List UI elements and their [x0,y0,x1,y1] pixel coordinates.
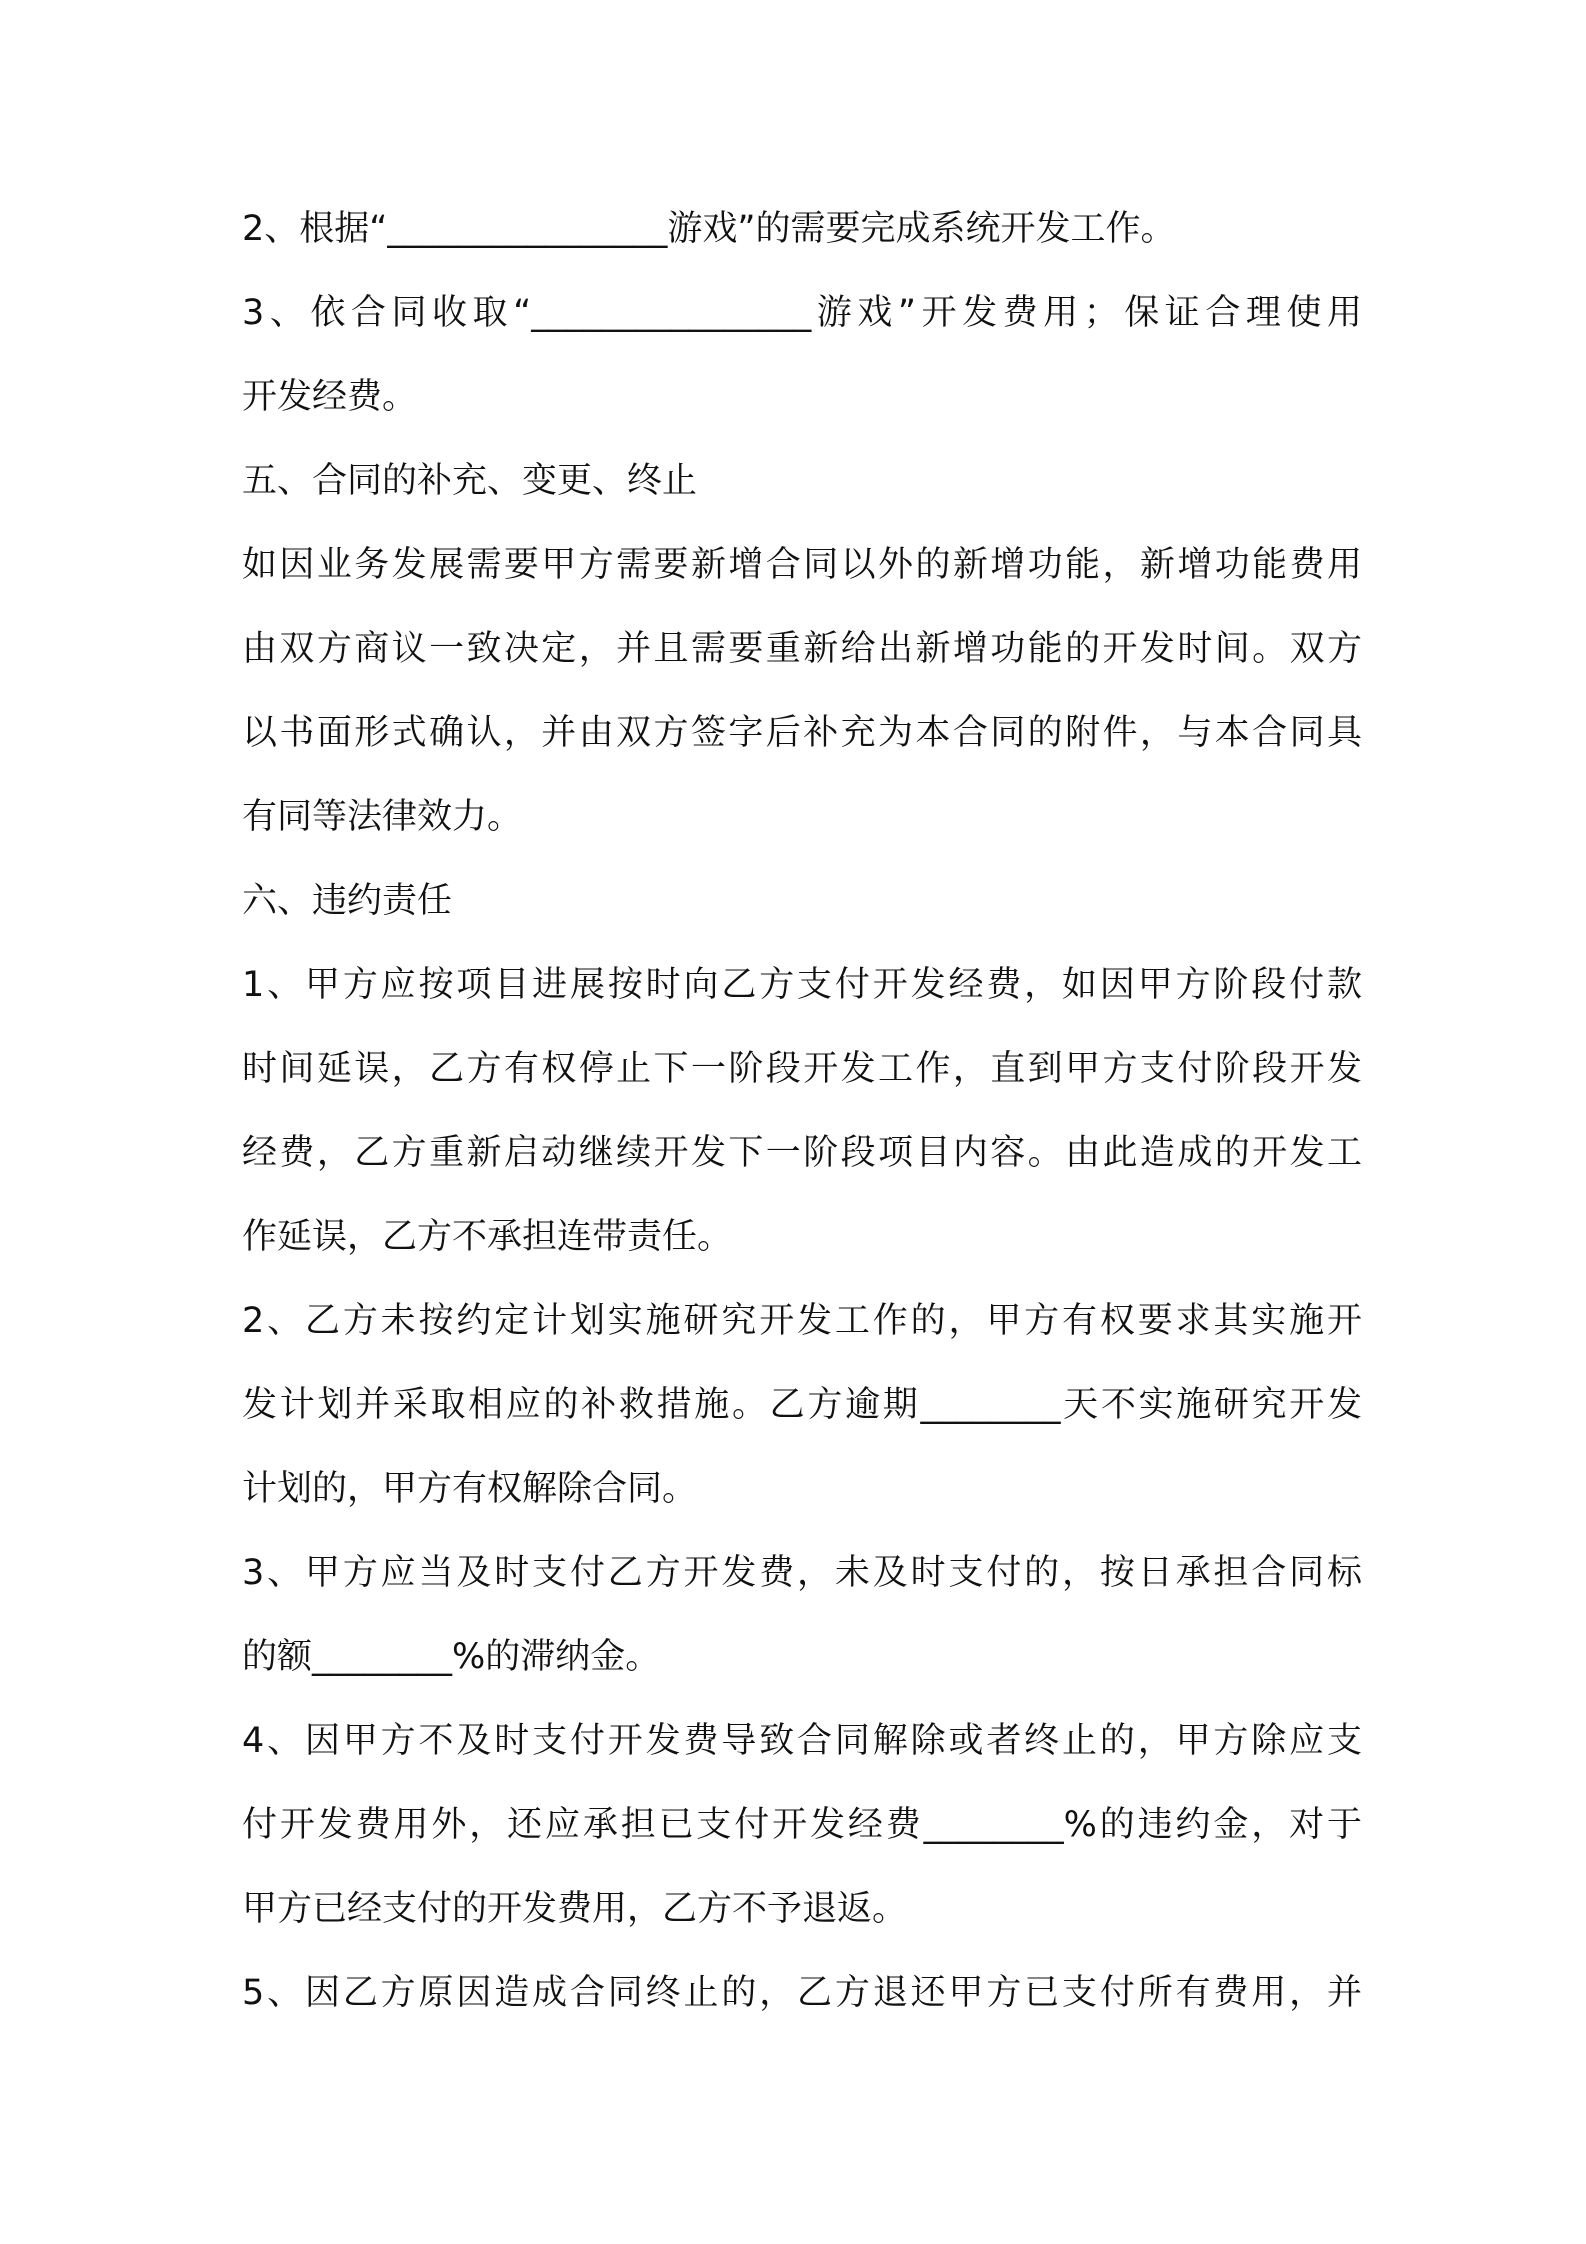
breach-clause-3-line-1: 3、甲方应当及时支付乙方开发费，未及时支付的，按日承担合同标 [242,1553,1362,1593]
breach-clause-2-line-1: 2、乙方未按约定计划实施研究开发工作的，甲方有权要求其实施开 [242,1301,1362,1341]
breach-clause-4-line-3: 甲方已经支付的开发费用，乙方不予退返。 [242,1889,908,1929]
section-5-paragraph-line-3: 以书面形式确认，并由双方签字后补充为本合同的附件，与本合同具 [242,713,1362,753]
breach-clause-4-line-2: 付开发费用外，还应承担已支付开发经费________%的违约金，对于 [242,1805,1362,1845]
breach-clause-1-line-1: 1、甲方应按项目进展按时向乙方支付开发经费，如因甲方阶段付款 [242,965,1362,1005]
breach-clause-4-line-1: 4、因甲方不及时支付开发费导致合同解除或者终止的，甲方除应支 [242,1721,1362,1761]
breach-clause-1-line-2: 时间延误，乙方有权停止下一阶段开发工作，直到甲方支付阶段开发 [242,1049,1362,1089]
section-5-paragraph-line-2: 由双方商议一致决定，并且需要重新给出新增功能的开发时间。双方 [242,629,1362,669]
breach-clause-2-line-3: 计划的，甲方有权解除合同。 [242,1469,698,1509]
contract-text [242,187,1362,2035]
breach-clause-1-line-3: 经费，乙方重新启动继续开发下一阶段项目内容。由此造成的开发工 [242,1133,1362,1173]
clause-3-line-1: 3、依合同收取“________________游戏”开发费用；保证合理使用 [242,293,1362,333]
section-6-heading: 六、违约责任 [242,881,453,921]
clause-3-line-2: 开发经费。 [242,377,418,417]
breach-clause-5-line-1: 5、因乙方原因造成合同终止的，乙方退还甲方已支付所有费用，并 [242,1973,1362,2013]
breach-clause-1-line-4: 作延误，乙方不承担连带责任。 [242,1217,733,1257]
clause-2-line-1: 2、根据“________________游戏”的需要完成系统开发工作。 [242,209,1176,249]
breach-clause-3-line-2: 的额________%的滞纳金。 [242,1637,661,1677]
section-5-paragraph-line-1: 如因业务发展需要甲方需要新增合同以外的新增功能，新增功能费用 [242,545,1362,585]
breach-clause-2-line-2: 发计划并采取相应的补救措施。乙方逾期________天不实施研究开发 [242,1385,1362,1425]
section-5-paragraph-line-4: 有同等法律效力。 [242,797,523,837]
section-5-heading: 五、合同的补充、变更、终止 [242,461,698,501]
